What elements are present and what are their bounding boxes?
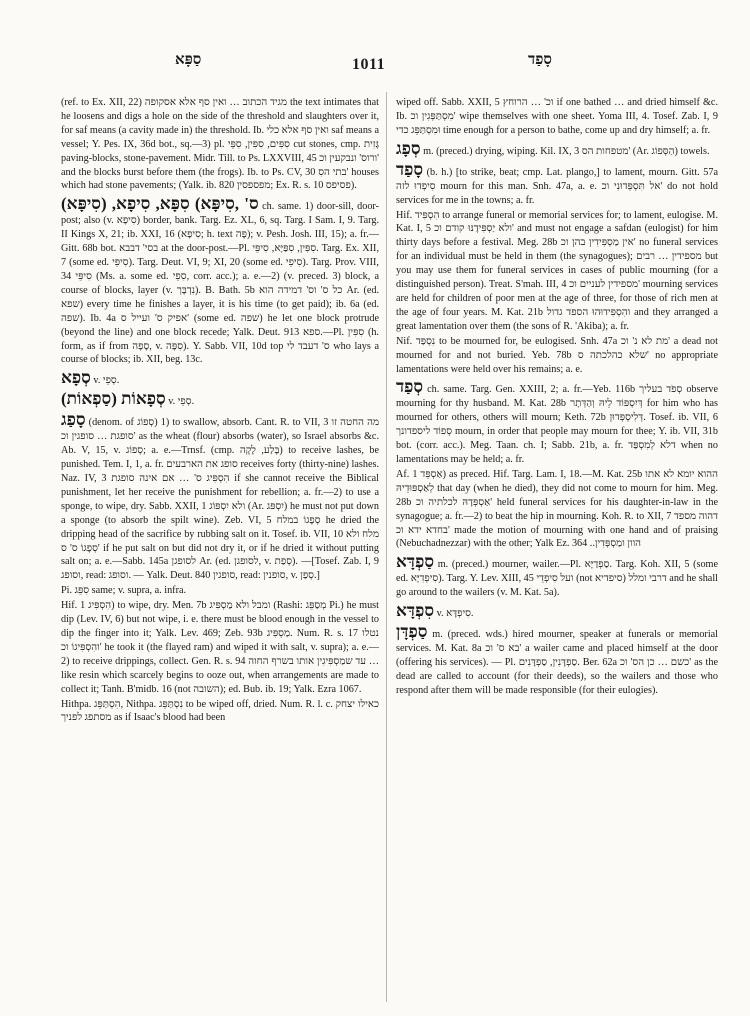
entry-continuation bbox=[396, 96, 718, 138]
entry-headword: סָפַג bbox=[61, 410, 86, 430]
entry-text: v. סְפֵי. bbox=[93, 375, 120, 387]
entry-headword: סְפָא bbox=[61, 368, 91, 388]
entry-sefaot bbox=[61, 389, 379, 409]
right-running-head: סָפַד bbox=[528, 52, 552, 68]
entry-safag bbox=[61, 410, 379, 583]
entry-text: Hithpa. הִסְתַּפֵּג, Nithpa. נִסְתַּפֵּג to be wiped off, dried. Num. R. l. c. כאילו יצחק מסתפג לפניך as if Isaac's blood had been bbox=[61, 698, 379, 724]
entry-text: v. סִיפְדָּא. bbox=[436, 608, 474, 620]
entry-text: (denom. of סְפוֹג) 1) to swallow, absorb. Cant. R. to VII, 3 מה החטה זו סופגת … סופגין וכ' as the wheat (flour) absorbs (water), so Israel absorbs &c. Ab. V, 15, v. סְפוֹג; a. e.—Trnsf. (cmp. בָּלַע, לָקָה) to receive lashes, be punished. Tem. I, 1, a. fr. סופג את הארבעים receives forty (thirty-nine) lashes. Naz. IV, 3 הִסְפִּיג ס' … אם אינה סופגת if she cannot receive the Biblical punishment, let her receive the punishment for rebellion; a. fr.—2) to use a sponge, to wipe, dry. Sabb. XXII, 1 ולא יִסְפּוֹג (Ar. יִסְפּג) he must not put down a sponge (to absorb the spilt wine). Zeb. VI, 5 סְפָגוֹ במלח he dried the dripping head of the sacrifice by rubbing salt on it. Tosef. ib. VII, 10 מלח ולא סְפָגוֹ ס' ס' if he put salt on but did not dry it, or if he dried it without putting salt on; a. e.—Sabb. 145a לסופגן Ar. (ed. לסופגן, v. סְפַת). —[Tosef. Zab. I, 9 וסופג, read: וסופג. — Yalk. Deut. 840 סופגין, read: סופנין, v. סְפַן.] bbox=[61, 417, 379, 582]
entry-text: (ref. to Ex. XII, 22) מגיד הכתוב … ואין סף אלא אסקופה the text intimates that he loosens and digs a hole on the side of the threshold and slaughters over it, for saf means (a cavity made in) the threshold. Ib. ואין סף אלא כלי saf means a vessel; Y. Pes. IX, 36d bot., sq.—3) pl. סִפִּים, סִפִּין, סִפֵּי cut stones, cmp. גָּזִית paving-blocks, stone-pavement. Midr. Till. to Ps. LXXVIII, 45 ורוס' ונבקעין וכ' and the blocks burst before them (the frogs). Ib. to Ps. CV, 30 בתי הסִ' houses which had stone pavements; (Yalk. ib. 820 מפספסין; Ex. R. s. 10 פסיפס). bbox=[61, 97, 379, 192]
entry-piel bbox=[61, 584, 379, 598]
left-running-head: סַפָּא bbox=[175, 52, 202, 68]
page-header bbox=[0, 0, 750, 96]
entry-text: (b. h.) [to strike, beat; cmp. Lat. plango,] to lament, mourn. Gitt. 57a סִיפְדוּ לזה mourn for this man. Snh. 47a, a. e. אל תִּסְפְּדוּנִי וכ' do not hold services for me in the towns; a. fr. bbox=[396, 166, 718, 206]
entry-headword: סָפַד bbox=[396, 159, 424, 179]
column-divider bbox=[386, 92, 387, 1002]
entry-sifda bbox=[396, 601, 718, 621]
entry-text: wiped off. Sabb. XXII, 5 וכ' … הרוחץ if one bathed … and dried himself &c. Ib. מִסְתַּפְּגִין וכ' wipe themselves with one sheet. Yoma III, 4. Tosef. Zab. I, 9 וּמִסְתַּפֵּג כדי time enough for a person to bathe, come up and dry himself; a. fr. bbox=[396, 97, 718, 136]
entry-hifil bbox=[396, 209, 718, 334]
entry-headword: סִפְדָּא bbox=[396, 601, 435, 621]
left-column bbox=[61, 96, 379, 1001]
entry-headword: (סְפָאוֹת (סַפְאוֹת bbox=[61, 389, 166, 409]
entry-safad bbox=[396, 160, 718, 208]
entry-headword: סִפָּא, סִיפָא, (סִיפָּא) (ס' ,סִיפָּא bbox=[61, 194, 259, 214]
entry-nifal bbox=[396, 335, 718, 377]
entry-hithpael bbox=[61, 698, 379, 726]
entry-sefad-ch bbox=[396, 377, 718, 467]
entry-text: Nif. נִסְפַּד to be mourned for, be eulogised. Snh. 47a מת לא נ' וכ' a dead not mourned for and not buried. Yeb. 78b שלא כהלכתה ס' no appropriate lamentations were held over his remains; a. e. bbox=[396, 335, 718, 375]
entry-text: Pi. סִפֵּג same; v. supra, a. infra. bbox=[61, 585, 187, 597]
entry-safda bbox=[396, 552, 718, 600]
entry-text: ch. same. Targ. Gen. XXIII, 2; a. fr.—Yeb. 116b סְפֹד בעליך observe mourning for thy husband. M. Kat. 28b דְּיִסְפּוֹד לֵיהּ וְהַדְּתָר for him who has mourned for others, others will mourn; Keth. 72b דְּלִיסְפְּדוּן. Tosef. ib. VII, 6 סְפוֹד ליספדונך mourn, in order that people may mourn for thee; Y. ib. VII, 31b bot. (corr. acc.). Meg. Taan. ch. I; Sabb. 21b, a. fr. דלא לְמִסְפַּד when no lamentations may be held; a. fr. bbox=[396, 384, 718, 466]
entry-text: Af. אַסְפֵּד 1) as preced. Hif. Targ. Lam. I, 18.—M. Kat. 25b ההוא יומא לא אתו לְאַסְפּוּדֵיהּ that day (when he died), they did not come to mourn for him. Meg. 28b אַסְפְּדָהּ לכלתיה וכ' held funeral services for his daughter-in-law in the synagogue; a. fr.—2) to beat the hip in mourning. Koh. R. to XII, 7 דהוה מספד בחדא ידא וכ' made the motion of mourning with one hand and of praising (Nebuchadnezzar) with the other; Yalk Ez. 364 ..הוון ומַסְפְּדִין bbox=[396, 468, 718, 550]
entry-safdan bbox=[396, 622, 718, 698]
entry-text: Hif. הִסְפִּיד to arrange funeral or memorial services for; to lament, eulogise. M. Kat. I, 5 ולא יַסְפִּידֶנּוּ קודם וכ' and must not engage a safdan (eulogist) for him thirty days before a festival. Meg. 28b אין מַסְפִּידִין בהן וכ' no funeral services for an individual must be held in them (the synagogues); מספידין … רבים but you may use them for funeral services in cases of public mourning (for a distinguished person). Treat. S'mah. III, 4 מספידין לעניים וכ' mourning services are held for children of poor men at the age of three, for those of rich men at the age of four years. M. Kat. 21b והִסְפִּידוּהוּ הספד גדול and they arranged a great lamentation over them (the sons of R. 'Akiba); a. fr. bbox=[396, 209, 718, 332]
entry-sefag bbox=[396, 139, 718, 159]
entry-sefa bbox=[61, 368, 379, 388]
entry-headword: סְפָג bbox=[396, 138, 421, 158]
entry-headword: סְפַד bbox=[396, 377, 424, 397]
entry-text: ch. same. 1) door-sill, door-post; also (v. סִיפָא) border, bank. Targ. Ez. XL, 6, sq. Targ. I Sam. I, 9. Targ. II Kings X, 21; ib. XXI, 16 (סִיפָא; h. text פֶּה); v. Pesh. Josh. III, 15); a. fr.—Gitt. 68b bot. בסי' דבבא at the door-post.—Pl. סִפִּין, סִפַּיָּא, סִיפֵּי. Targ. Ex. XII, 7 (some ed. סִיפֵּי). Targ. Deut. VI, 9; XI, 20 (some ed. סִיפֵי). Targ. Prov. VIII, 34 סִיפֵּי (Ms. a. some ed. סִפֵי, corr. acc.); a. e.—2) (v. preced. 3) block, a course of blocks, layer (v. נִדְבָּך). B. Bath. 5b כל ס' וס' דמידה הוא Ar. (ed. שפא) every time he finishes a layer, it is his time (to get paid); ib. 6a (ed. שפה). Ib. 4a אפיק ס' ועייל ס' (some ed. שפה) he let one block protrude (beyond the line) and one block recede; Yalk. Deut. 913 ספא.—Pl. סִפִּין (h. form, as if from סָפָה, v. סִפָּה). Y. Sabb. VII, 10d top ס' דעבד לי who lays a course of blocks; ib. XII, beg. 13c. bbox=[61, 201, 379, 366]
page-number: 1011 bbox=[352, 56, 386, 73]
entry-sifa-ch bbox=[61, 194, 379, 367]
entry-text: v. סְפֵי. bbox=[168, 396, 195, 408]
entry-text: m. (preced.) drying, wiping. Kil. IX, 3 מטפחות הס' (Ar. הַסְּפוֹג) towels. bbox=[423, 145, 710, 157]
entry-text: Hif. הִסְפִּיג 1) to wipe, dry. Men. 7b ומבל ולא מַסְפִּיג (Rashi: מְסַפֵּג Pi.) he must dip (Lev. IV, 6) but not wipe, i. e. there must be blood enough in the vessel to dip the finger into it; Yalk. Lev. 469; Zeb. 93b מַסְפִּיג. Num. R. s. 17 נטלו והִסְפִּיגוֹ וכ' he took it (the flayed ram) and wiped it with salt, v. supra); a. e.—2) to receive drippings, collect. Gen. R. s. 94 עד שמַסְפִּיגִין אותו בשרף החוה … like resin which scarcely begins to ooze out, when arrangements are made to collect it; Tanh. B'midb. 16 (not השובה); ed. Bub. ib. 19; Yalk. Ezra 1067. bbox=[61, 600, 379, 695]
entry-hifil bbox=[61, 599, 379, 696]
entry-continuation bbox=[61, 96, 379, 193]
entry-text: m. (preced.) mourner, wailer.—Pl. סַפְדַיָּא. Targ. Koh. XII, 5 (some ed. סִיפְדִיָּא). Targ. Y. Lev. XIII, 45 ועל סִיפְדֵי (not סיפדיא) דרבי ומלל and he shall go around to the wailers (v. M. Kat. 5a). bbox=[396, 559, 718, 599]
right-column bbox=[396, 96, 718, 1001]
entry-afel bbox=[396, 468, 718, 551]
entry-headword: סַפְדָּן bbox=[396, 622, 428, 642]
entry-headword: סַפְדָּא bbox=[396, 552, 435, 572]
entry-text: m. (preced. wds.) hired mourner, speaker at funerals or memorial services. M. Kat. 8a בא ס' וכ' a wailer came and placed himself at the door (offering his services). — Pl. סַפְדָּנִין, סַפְדָּנִים. Ber. 62a כשם … כן הס' וכ' as the dead are called to account (for their deeds), so the wailers and those who respond after them will be made responsible (for their eulogies). bbox=[396, 629, 718, 696]
